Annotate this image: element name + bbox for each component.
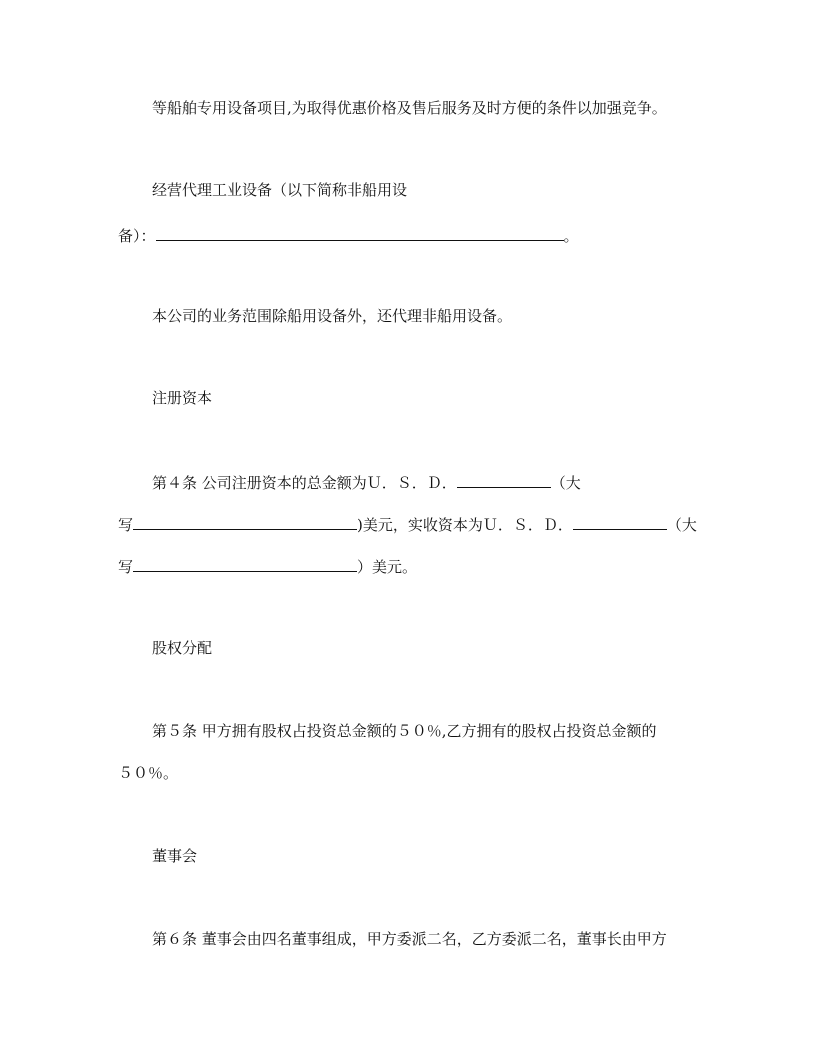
fill-blank-paid-capital[interactable] [573,514,667,530]
fill-blank-total-capital[interactable] [457,472,551,488]
article-5-line2-text: ５０％。 [118,764,179,782]
article-4-line3 [118,556,417,577]
article-4-line3-end: ）美元。 [357,558,418,576]
paragraph-agency-line1-text: 经营代理工业设备（以下简称非船用设 [152,181,408,199]
heading-equity-distribution [152,638,212,658]
paragraph-business-scope [152,306,512,326]
heading-board-of-directors-text: 董事会 [152,847,198,865]
heading-board-of-directors [152,846,197,866]
article-6-line1-text: 第６条 董事会由四名董事组成，甲方委派二名，乙方委派二名，董事长由甲方 [152,930,667,948]
fill-blank-paid-capital-words[interactable] [133,556,357,572]
article-4-line1-start: 第４条 公司注册资本的总金额为Ｕ．Ｓ．Ｄ． [152,474,457,492]
paragraph-agency-line2-end: 。 [563,227,579,245]
article-5-line1-text: 第５条 甲方拥有股权占投资总金额的５０％,乙方拥有的股权占投资总金额的 [152,722,657,740]
heading-equity-distribution-text: 股权分配 [152,639,213,657]
article-5-line1 [152,721,657,741]
fill-blank-non-marine-equipment[interactable] [156,225,564,241]
article-4-line3-start: 写 [118,558,134,576]
heading-registered-capital-text: 注册资本 [152,389,213,407]
article-4-line2-mid: )美元，实收资本为Ｕ．Ｓ．Ｄ． [357,516,573,534]
heading-registered-capital [152,388,212,408]
paragraph-procurement-text: 等船舶专用设备项目,为取得优惠价格及售后服务及时方便的条件以加强竞争。 [152,99,667,117]
article-4-line1-end: （大 [550,474,581,492]
paragraph-business-scope-text: 本公司的业务范围除船用设备外，还代理非船用设备。 [152,307,513,325]
fill-blank-total-capital-words[interactable] [133,514,357,530]
paragraph-agency-line1 [152,180,407,200]
article-4-line1 [152,472,581,493]
paragraph-agency-line2 [118,225,579,246]
article-4-line2 [118,514,697,535]
paragraph-procurement [152,98,667,118]
article-4-line2-start: 写 [118,516,134,534]
article-4-line2-end: （大 [666,516,697,534]
article-6-line1 [152,929,667,949]
article-5-line2 [118,763,178,783]
paragraph-agency-line2-start: 备）： [118,227,156,245]
